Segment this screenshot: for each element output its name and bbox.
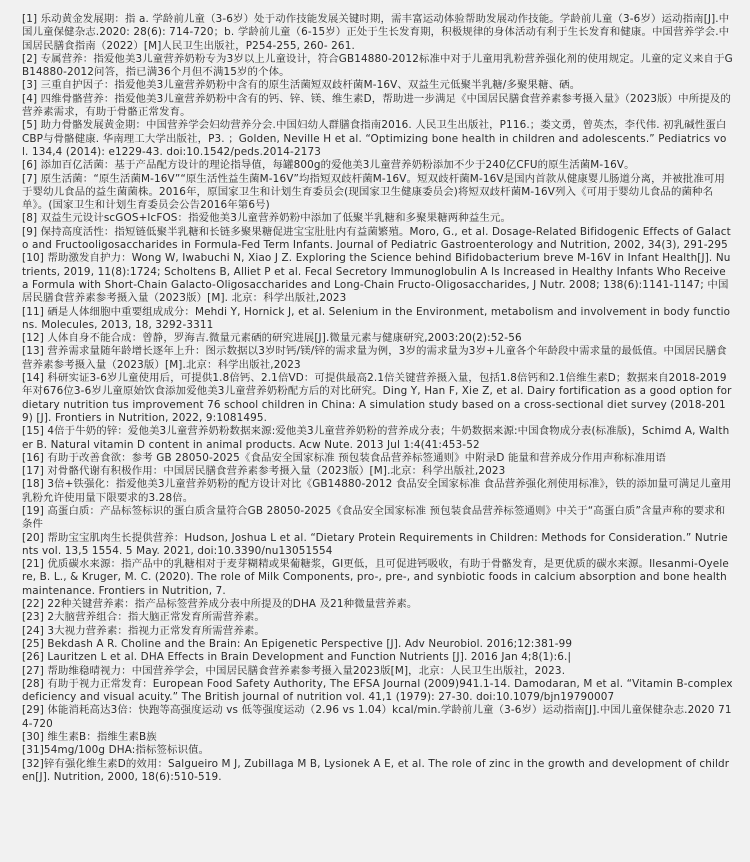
reference-item: [4] 四维骨骼营养：指爱他美3儿童营养奶粉中含有的钙、锌、镁、维生素D，帮助进一步满足《中国居民膳食营养素参考摄入量》（2023版）中所提及的营养素需求，有助于骨骼正常发育。 bbox=[22, 92, 731, 119]
reference-item: [24] 3大视力营养素：指视力正常发育所需营养素。 bbox=[22, 624, 265, 637]
reference-item: [7] 原生活菌：“原生活菌M-16V”“原生活性益生菌M-16V”均指短双歧杆菌M-16V。短双歧杆菌M-16V是国内首款从健康婴儿肠道分离，并被批准可用于婴幼儿食品的益生菌菌株。2016年，原国家卫生和计划生育委员会(现国家卫生健康委员会)将短双歧杆菌M-16V列入《可用于婴幼儿食品的菌种名单》。(国家卫生和计划生育委员会公告2016年第6号) bbox=[22, 172, 725, 212]
reference-item: [28] 有助于视力正常发育：European Food Safety Authority, The EFSA Journal (2009)941.1-14. Damodaran, M et al. “Vitamin B-complex deficiency and visual acuity.” The British journal of nutrition vol. 41,1 (1979): 27-30. doi:10.1079/bjn19790007 bbox=[22, 677, 733, 704]
reference-item: [2] 专属营养：指爱他美3儿童营养奶粉专为3岁以上儿童设计，符合GB14880-2012标准中对于儿童用乳粉营养强化剂的使用规定。儿童的定义来自于GB14880-2012问答，指已满36个月但不满15岁的个体。 bbox=[22, 52, 733, 79]
reference-item: [3] 三重自护因子：指爱他美3儿童营养奶粉中含有的原生活菌短双歧杆菌M-16V、双益生元低聚半乳糖/多聚果糖、硒。 bbox=[22, 79, 581, 92]
reference-item: [16] 有助于改善食欲：参考 GB 28050-2025《食品安全国家标准 预包装食品营养标签通则》中附录D 能量和营养成分作用声称标准用语 bbox=[22, 451, 667, 464]
reference-item: [18] 3倍+铁强化：指爱他美3儿童营养奶粉的配方设计对比《GB14880-2012 食品安全国家标准 食品营养强化剂使用标准》，铁的添加量可满足儿童用乳粉允许使用量下限要求的3.28倍。 bbox=[22, 478, 732, 504]
reference-item: [31]54mg/100g DHA:指标签标识值。 bbox=[22, 744, 210, 757]
reference-item: [10] 帮助激发自护力：Wong W, Iwabuchi N, Xiao J Z. Exploring the Science behind Bifidobacterium breve M-16V in Infant Health[J]. Nutrients, 2019, 11(8):1724; Scholtens B, Alliet P et al. Fecal Secretory Immunoglobulin A Is Increased in Healthy Infants Who Receive a Formula with Short-Chain Galacto-Oligosaccharides and Long-Chain Fructo-Oligosaccharides, J Nutr. 2008; 138(6):1141-1147; 中国居民膳食营养素参考摄入量（2023版）[M]. 北京：科学出版社,2023 bbox=[22, 252, 731, 305]
reference-item: [17] 对骨骼代谢有积极作用：中国居民膳食营养素参考摄入量（2023版）[M].北京：科学出版社,2023 bbox=[22, 465, 506, 478]
reference-item: [5] 助力骨骼发展黄金期：中国营养学会妇幼营养分会.中国妇幼人群膳食指南2016. 人民卫生出版社，P116.；娄文勇，曾英杰，李代伟. 初乳碱性蛋白CBP与骨骼健康. 华南理工大学出版社，P3. ；Golden, Neville H et al. “Optimizing bone health in children and adolescents.” Pediatrics vol. 134,4 (2014): e1229-43. doi:10.1542/peds.2014-2173 bbox=[22, 119, 727, 158]
reference-item: [23] 2大脑营养组合：指大脑正常发育所需营养素。 bbox=[22, 611, 265, 624]
reference-item: [8] 双益生元设计scGOS+lcFOS：指爱他美3儿童营养奶粉中添加了低聚半乳糖和多聚果糖两种益生元。 bbox=[22, 212, 512, 225]
reference-item: [26] Lauritzen L et al. DHA Effects in Brain Development and Function Nutrients [J]. 2016 Jan 4;8(1):6.| bbox=[22, 651, 572, 664]
reference-item: [19] 高蛋白质：产品标签标识的蛋白质含量符合GB 28050-2025《食品安全国家标准 预包装食品营养标签通则》中关于“高蛋白质”含量声称的要求和条件 bbox=[22, 504, 726, 531]
reference-item: [29] 体能消耗高达3倍：快跑等高强度运动 vs 低等强度运动（2.96 vs 1.04）kcal/min.学龄前儿童（3-6岁）运动指南[J].中国儿童保健杂志.2020 714-720 bbox=[22, 704, 732, 730]
reference-item: [20] 帮助宝宝肌肉生长提供营养：Hudson, Joshua L et al. “Dietary Protein Requirements in Children: Methods for Consideration.” Nutrients vol. 13,5 1554. 5 May. 2021, doi:10.3390/nu13051554 bbox=[22, 531, 728, 557]
reference-item: [27] 帮助维稳晴视力：中国营养学会，中国居民膳食营养素参考摄入量2023版[M]，北京：人民卫生出版社，2023. bbox=[22, 664, 566, 677]
reference-item: [15] 4倍于牛奶的锌：爱他美3儿童营养奶粉数据来源:爱他美3儿童营养奶粉的营养成分表；牛奶数据来源:中国食物成分表(标准版)，Schimd A, Walther B. Natural vitamin D content in animal products. Acw Nute. 2013 Jul 1:4(41:453-52 bbox=[22, 425, 730, 451]
reference-item: [1] 乐动黄金发展期：指 a. 学龄前儿童（3-6岁）处于动作技能发展关键时期，需丰富运动体验帮助发展动作技能。学龄前儿童（3-6岁）运动指南[J].中国儿童保健杂志.2020: 28(6): 714-720；b. 学龄前儿童（6-15岁）正处于生长发育期，积极规律的身体活动有利于生长发育和健康。中国营养学会.中国居民膳食指南（2022）[M]人民卫生出版社，P254-255, 260- 261. bbox=[22, 13, 730, 52]
reference-item: [14] 科研实证3-6岁儿童使用后，可提供1.8倍钙、2.1倍VD：可提供最高2.1倍关键营养摄入量，包括1.8倍钙和2.1倍维生素D；数据来自2018-2019年对676位3-6岁儿童原始饮食添加爱他美3儿童营养奶粉配方后的对比研究。Ding Y, Han F, Xie Z, et al. Dairy fortification as a good option for dietary nutrition tus improvement 76 school children in China: A simulation study based on a cross-sectional diet survey (2018-2019) [J]. Frontiers in Nutrition, 2022, 9:1081495. bbox=[22, 372, 732, 424]
reference-item: [30] 维生素B：指维生素B族 bbox=[22, 731, 157, 744]
reference-item: [12] 人体自身不能合成：曾静，罗海吉.微量元素硒的研究进展[J].微量元素与健康研究,2003:20(2):52-56 bbox=[22, 332, 522, 345]
reference-item: [6] 添加百亿活菌：基于产品配方设计的理论指导值，每罐800g的爱他美3儿童营养奶粉添加不少于240亿CFU的原生活菌M-16V。 bbox=[22, 159, 635, 172]
reference-item: [13] 营养需求量随年龄增长逐年上升：图示数据以3岁时钙/镁/锌的需求量为例，3岁的需求量为3岁+儿童各个年龄段中需求量的最低值。中国居民膳食营养素参考摄入量（2023版）[M].北京：科学出版社,2023 bbox=[22, 345, 727, 371]
reference-item: [22] 22种关键营养素：指产品标签营养成分表中所提及的DHA 及21种微量营养素。 bbox=[22, 598, 418, 611]
reference-item: [32]锌有强化维生素D的效用：Salgueiro M J, Zubillaga M B, Lysionek A E, et al. The role of zinc in the growth and development of children[J]. Nutrition, 2000, 18(6):510-519. bbox=[22, 757, 730, 783]
reference-item: [21] 优质碳水来源：指产品中的乳糖相对于麦芽糊精或果葡糖浆，GI更低，且可促进钙吸收，有助于骨骼发育，是更优质的碳水来源。Ilesanmi-Oyelere, B. L., & Kruger, M. C. (2020). The role of Milk Components, pro-, pre-, and synbiotic foods in calcium absorption and bone health maintenance. Frontiers in Nutrition, 7. bbox=[22, 558, 729, 597]
reference-item: [11] 硒是人体细胞中重要组成成分：Mehdi Y, Hornick J, et al. Selenium in the Environment, metabolism and involvement in body functions. Molecules, 2013, 18, 3292-3311 bbox=[22, 305, 731, 331]
reference-item: [25] Bekdash A R. Choline and the Brain: An Epigenetic Perspective [J]. Adv Neurobiol. 2016;12:381-99 bbox=[22, 637, 573, 650]
reference-item: [9] 保持高度活性：指短链低聚半乳糖和长链多聚果糖促进宝宝肚肚内有益菌繁殖。Moro, G., et al. Dosage-Related Bifidogenic Effects of Galacto and Fructooligosaccharides in Formula-Fed Term Infants. Journal of Pediatric Gastroenterology and Nutrition, 2002, 34(3), 291-295 bbox=[22, 225, 731, 252]
